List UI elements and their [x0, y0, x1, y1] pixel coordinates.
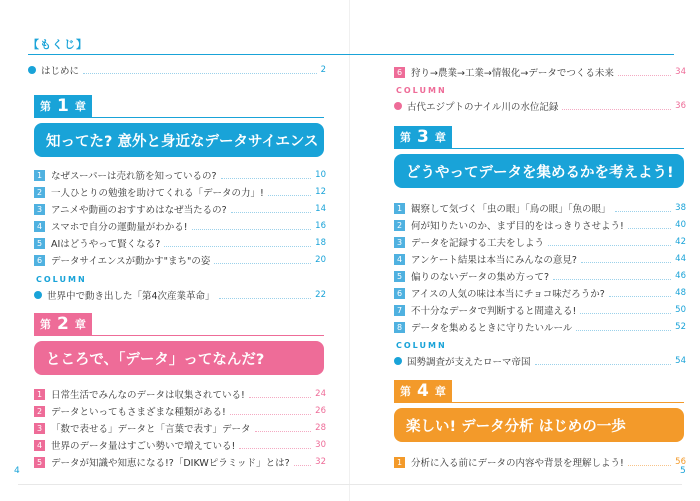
- toc-item[interactable]: 3 「数で表せる」データと「言葉で表す」データ 28: [34, 422, 326, 434]
- toc-item[interactable]: 6 狩り→農業→工業→情報化→データでつくる未来 34: [394, 66, 686, 78]
- chapter-3-title: どうやってデータを集めるかを考えよう!: [394, 154, 684, 188]
- toc-item[interactable]: 4 アンケート結果は本当にみんなの意見? 44: [394, 253, 686, 265]
- chapter-3-tag: 第 3 章: [394, 126, 452, 148]
- toc-header: 【もくじ】: [28, 38, 88, 51]
- bullet-dot-icon: [28, 66, 36, 74]
- chapter-1-tag: 第 1 章: [34, 95, 92, 117]
- toc-item[interactable]: 4 世界のデータ量はすごい勢いで増えている! 30: [34, 439, 326, 451]
- toc-item[interactable]: 1 日常生活でみんなのデータは収集されている! 24: [34, 388, 326, 400]
- column-heading: COLUMN: [396, 341, 447, 350]
- chapter-2-title: ところで、「データ」ってなんだ?: [34, 341, 324, 375]
- toc-item-column[interactable]: 古代エジプトのナイル川の水位記録 36: [394, 100, 686, 112]
- chapter-2-rule: [34, 335, 324, 336]
- chapter-3-rule: [394, 148, 684, 149]
- column-heading: COLUMN: [396, 86, 447, 95]
- toc-item[interactable]: 3 アニメや動画のおすすめはなぜ当たるの? 14: [34, 203, 326, 215]
- chapter-1-title: 知ってた? 意外と身近なデータサイエンス: [34, 123, 324, 157]
- bullet-dot-icon: [34, 291, 42, 299]
- bottom-rule: [18, 484, 682, 485]
- bullet-dot-icon: [394, 102, 402, 110]
- toc-item[interactable]: 1 観察して気づく「虫の眼」「鳥の眼」「魚の眼」 38: [394, 202, 686, 214]
- toc-item[interactable]: 5 偏りのないデータの集め方って? 46: [394, 270, 686, 282]
- chapter-4-tag: 第 4 章: [394, 380, 452, 402]
- bullet-dot-icon: [394, 357, 402, 365]
- toc-item-intro[interactable]: はじめに 2: [28, 64, 326, 76]
- toc-item[interactable]: 2 何が知りたいのか、まず目的をはっきりさせよう! 40: [394, 219, 686, 231]
- toc-item[interactable]: 5 データが知識や知恵になる!?「DIKWピラミッド」とは? 32: [34, 456, 326, 468]
- toc-item[interactable]: 1 分析に入る前にデータの内容や背景を理解しよう! 56: [394, 456, 686, 468]
- toc-item[interactable]: 7 不十分なデータで判断すると間違える! 50: [394, 304, 686, 316]
- page-number-left: 4: [14, 466, 20, 476]
- chapter-4-rule: [394, 402, 684, 403]
- chapter-1-rule: [34, 117, 324, 118]
- right-page: [350, 0, 700, 501]
- column-heading: COLUMN: [36, 275, 87, 284]
- toc-item[interactable]: 4 スマホで自分の運動量がわかる! 16: [34, 220, 326, 232]
- page-number-right: 5: [680, 466, 686, 476]
- toc-item[interactable]: 2 データといってもさまざまな種類がある! 26: [34, 405, 326, 417]
- toc-item[interactable]: 6 データサイエンスが動かす"まち"の姿 20: [34, 254, 326, 266]
- toc-item[interactable]: 6 アイスの人気の味は本当にチョコ味だろうか? 48: [394, 287, 686, 299]
- toc-item[interactable]: 8 データを集めるときに守りたいルール 52: [394, 321, 686, 333]
- toc-item-column[interactable]: 世界中で動き出した「第4次産業革命」 22: [34, 289, 326, 301]
- toc-item[interactable]: 1 なぜスーパーは売れ筋を知っているの? 10: [34, 169, 326, 181]
- toc-item[interactable]: 3 データを記録する工夫をしよう 42: [394, 236, 686, 248]
- toc-item[interactable]: 2 一人ひとりの勉強を助けてくれる「データの力」! 12: [34, 186, 326, 198]
- chapter-2-tag: 第 2 章: [34, 313, 92, 335]
- toc-item-column[interactable]: 国勢調査が支えたローマ帝国 54: [394, 355, 686, 367]
- chapter-4-title: 楽しい! データ分析 はじめの一歩: [394, 408, 684, 442]
- toc-item[interactable]: 5 AIはどうやって賢くなる? 18: [34, 237, 326, 249]
